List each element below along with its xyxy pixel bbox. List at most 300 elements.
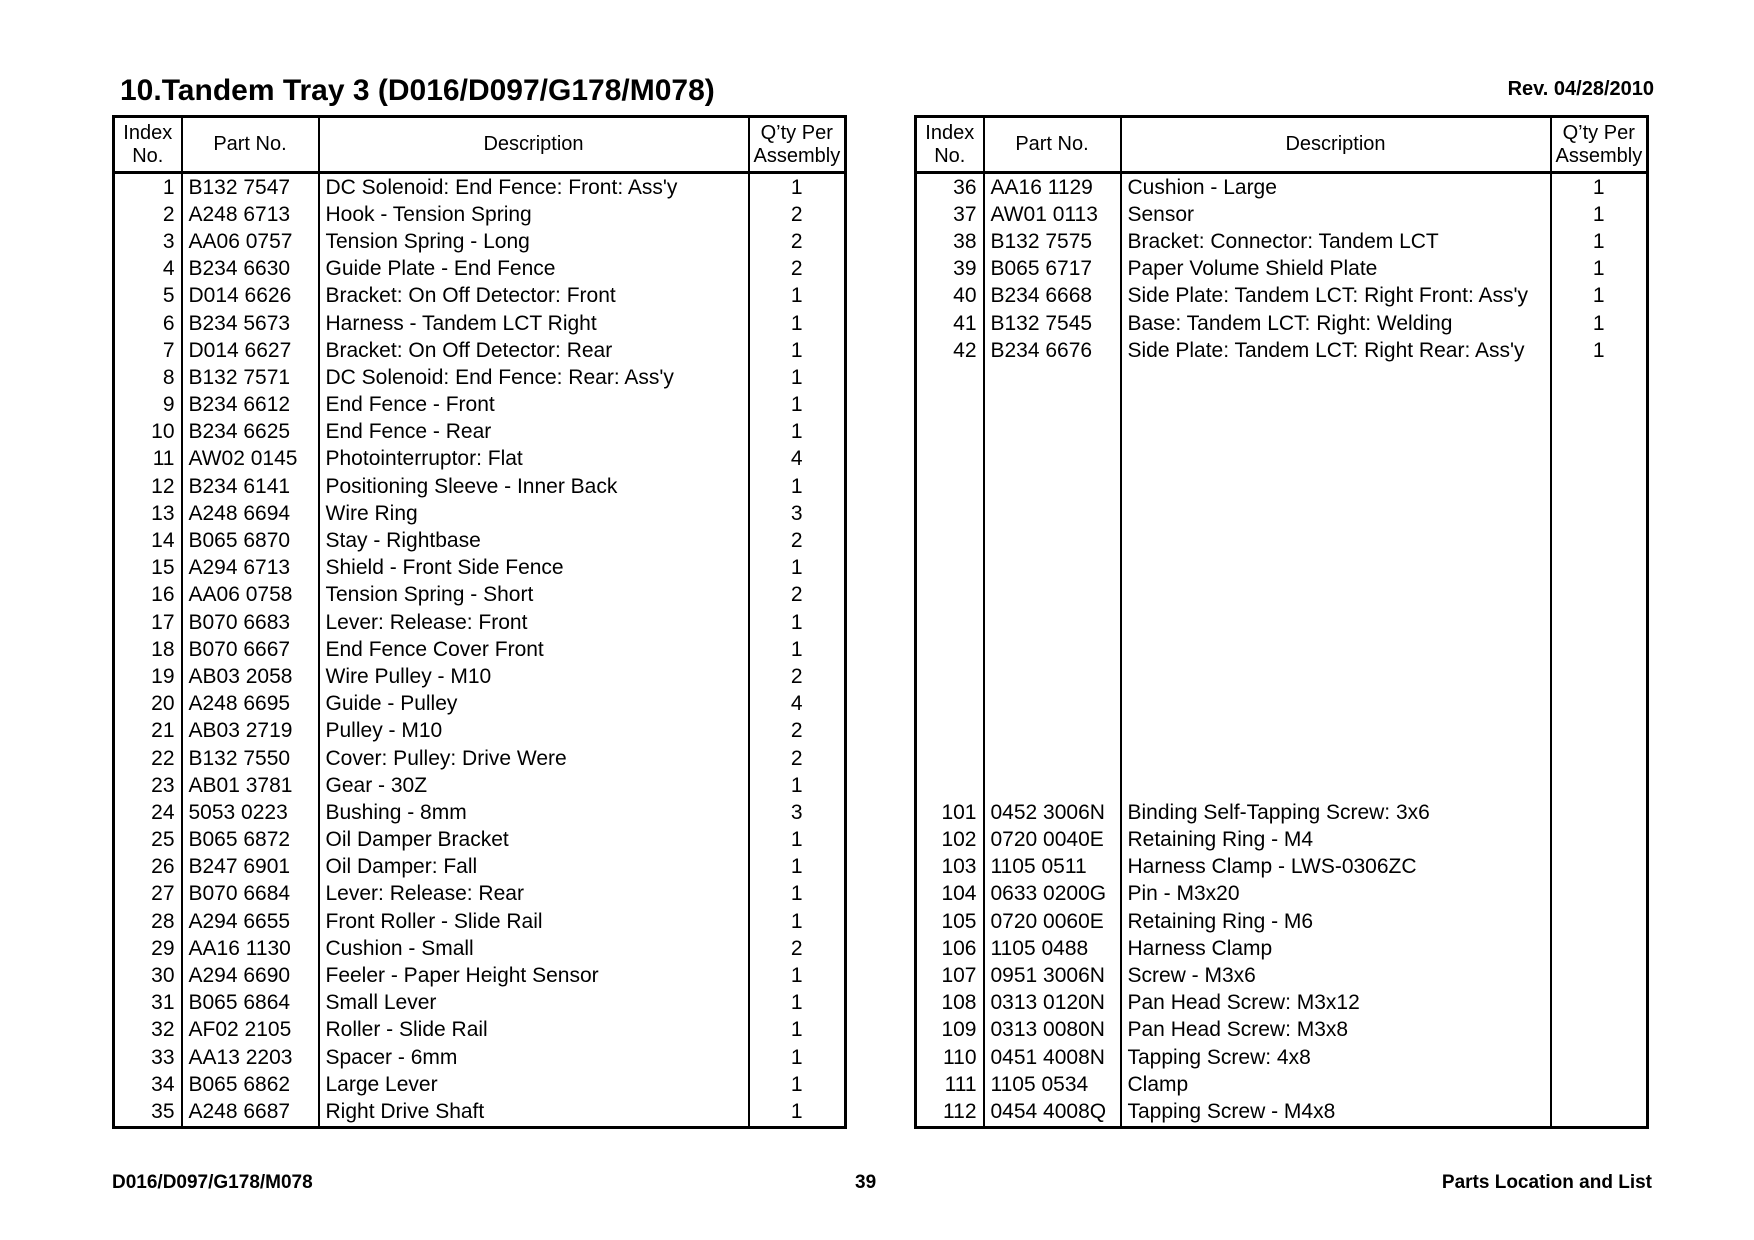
qty-cell: 1: [1551, 201, 1648, 228]
table-row: [114, 881, 846, 908]
index-cell: 17: [114, 609, 182, 636]
qty-cell: 1: [749, 473, 846, 500]
parts-table-left: [112, 115, 847, 1129]
qty-cell: 1: [749, 1017, 846, 1044]
index-cell: 18: [114, 636, 182, 663]
qty-cell: [1551, 1071, 1648, 1098]
qty-cell: [1551, 473, 1648, 500]
index-cell: 42: [916, 337, 984, 364]
qty-cell: 2: [749, 582, 846, 609]
part-no-cell: 0951 3006N: [984, 962, 1121, 989]
part-no-cell: 0452 3006N: [984, 799, 1121, 826]
description-cell: Retaining Ring - M6: [1121, 908, 1551, 935]
footer-page-number: 39: [855, 1172, 877, 1193]
description-cell: Binding Self-Tapping Screw: 3x6: [1121, 799, 1551, 826]
qty-cell: [1551, 500, 1648, 527]
table-row: [114, 908, 846, 935]
part-no-cell: B247 6901: [182, 854, 319, 881]
part-no-cell: AA06 0758: [182, 582, 319, 609]
description-cell: Gear - 30Z: [319, 772, 749, 799]
index-cell: 24: [114, 799, 182, 826]
part-no-cell: B065 6717: [984, 256, 1121, 283]
qty-cell: 2: [749, 935, 846, 962]
table-row: [114, 772, 846, 799]
table-row: [916, 827, 1648, 854]
table-row: [916, 854, 1648, 881]
description-cell: Bracket: On Off Detector: Rear: [319, 337, 749, 364]
table-row: [916, 636, 1648, 663]
qty-cell: 1: [749, 854, 846, 881]
description-cell: [1121, 636, 1551, 663]
index-cell: 39: [916, 256, 984, 283]
description-cell: Cover: Pulley: Drive Were: [319, 745, 749, 772]
table-row: [916, 364, 1648, 391]
index-cell: 36: [916, 173, 984, 202]
table-row: [114, 473, 846, 500]
index-cell: 33: [114, 1044, 182, 1071]
footer-model: D016/D097/G178/M078: [112, 1172, 313, 1193]
index-cell: 34: [114, 1071, 182, 1098]
table-header-row: [916, 117, 1648, 173]
part-no-cell: AB01 3781: [182, 772, 319, 799]
description-cell: Sensor: [1121, 201, 1551, 228]
qty-cell: 1: [749, 364, 846, 391]
table-row: [114, 663, 846, 690]
qty-cell: 2: [749, 527, 846, 554]
table-row: [114, 555, 846, 582]
index-cell: 13: [114, 500, 182, 527]
description-cell: Lever: Release: Front: [319, 609, 749, 636]
description-cell: Feeler - Paper Height Sensor: [319, 962, 749, 989]
table-row: [916, 881, 1648, 908]
qty-cell: [1551, 1017, 1648, 1044]
qty-cell: 1: [749, 337, 846, 364]
table-row: [916, 446, 1648, 473]
description-cell: [1121, 473, 1551, 500]
description-cell: Pulley - M10: [319, 718, 749, 745]
qty-cell: 1: [749, 609, 846, 636]
table-row: [114, 173, 846, 202]
index-cell: 105: [916, 908, 984, 935]
index-cell: 108: [916, 990, 984, 1017]
index-cell: 9: [114, 392, 182, 419]
index-cell: 38: [916, 228, 984, 255]
qty-cell: 2: [749, 228, 846, 255]
table-row: [114, 337, 846, 364]
table-row: [114, 745, 846, 772]
table-row: [916, 337, 1648, 364]
table-row: [916, 1044, 1648, 1071]
description-cell: DC Solenoid: End Fence: Front: Ass'y: [319, 173, 749, 202]
part-no-cell: D014 6626: [182, 283, 319, 310]
qty-cell: [1551, 908, 1648, 935]
table-row: [114, 636, 846, 663]
index-cell: 110: [916, 1044, 984, 1071]
table-row: [916, 256, 1648, 283]
index-cell: 2: [114, 201, 182, 228]
part-no-cell: 0313 0080N: [984, 1017, 1121, 1044]
description-cell: Retaining Ring - M4: [1121, 827, 1551, 854]
part-no-cell: B234 6141: [182, 473, 319, 500]
table-row: [114, 799, 846, 826]
table-row: [916, 555, 1648, 582]
table-row: [114, 609, 846, 636]
qty-cell: 1: [749, 1098, 846, 1127]
description-cell: Guide - Pulley: [319, 691, 749, 718]
qty-cell: 1: [749, 990, 846, 1017]
qty-cell: 1: [1551, 337, 1648, 364]
table-row: [916, 1071, 1648, 1098]
qty-cell: [1551, 718, 1648, 745]
qty-cell: 4: [749, 691, 846, 718]
part-no-cell: [984, 446, 1121, 473]
description-cell: Screw - M3x6: [1121, 962, 1551, 989]
description-cell: Side Plate: Tandem LCT: Right Front: Ass'y: [1121, 283, 1551, 310]
qty-cell: 2: [749, 663, 846, 690]
description-cell: Wire Pulley - M10: [319, 663, 749, 690]
description-cell: Base: Tandem LCT: Right: Welding: [1121, 310, 1551, 337]
part-no-cell: [984, 419, 1121, 446]
part-no-cell: AB03 2058: [182, 663, 319, 690]
qty-cell: [1551, 827, 1648, 854]
table-row: [916, 582, 1648, 609]
index-cell: 35: [114, 1098, 182, 1127]
index-cell: [916, 772, 984, 799]
page-title: 10.Tandem Tray 3 (D016/D097/G178/M078): [120, 74, 715, 107]
qty-cell: [1551, 1044, 1648, 1071]
qty-cell: [1551, 609, 1648, 636]
index-cell: 10: [114, 419, 182, 446]
part-no-cell: 1105 0488: [984, 935, 1121, 962]
part-no-cell: A248 6713: [182, 201, 319, 228]
index-cell: [916, 582, 984, 609]
index-cell: 11: [114, 446, 182, 473]
index-header: Index No.: [916, 117, 984, 173]
index-cell: 12: [114, 473, 182, 500]
description-cell: Spacer - 6mm: [319, 1044, 749, 1071]
table-row: [114, 364, 846, 391]
part-no-header: Part No.: [984, 117, 1121, 173]
description-cell: Pin - M3x20: [1121, 881, 1551, 908]
description-cell: [1121, 718, 1551, 745]
index-header: Index No.: [114, 117, 182, 173]
description-cell: Pan Head Screw: M3x8: [1121, 1017, 1551, 1044]
part-no-cell: [984, 527, 1121, 554]
index-cell: 16: [114, 582, 182, 609]
table-row: [114, 419, 846, 446]
index-cell: 6: [114, 310, 182, 337]
index-cell: 101: [916, 799, 984, 826]
description-cell: [1121, 446, 1551, 473]
qty-cell: [1551, 854, 1648, 881]
table-row: [114, 1071, 846, 1098]
part-no-cell: 5053 0223: [182, 799, 319, 826]
part-no-cell: [984, 582, 1121, 609]
description-cell: [1121, 364, 1551, 391]
description-cell: End Fence - Front: [319, 392, 749, 419]
table-row: [916, 718, 1648, 745]
description-cell: Pan Head Screw: M3x12: [1121, 990, 1551, 1017]
qty-cell: [1551, 527, 1648, 554]
description-cell: Large Lever: [319, 1071, 749, 1098]
qty-cell: 1: [1551, 283, 1648, 310]
table-row: [916, 473, 1648, 500]
description-cell: Oil Damper: Fall: [319, 854, 749, 881]
qty-cell: [1551, 446, 1648, 473]
part-no-cell: [984, 609, 1121, 636]
part-no-cell: AA06 0757: [182, 228, 319, 255]
table-row: [916, 990, 1648, 1017]
part-no-cell: A248 6694: [182, 500, 319, 527]
table-row: [114, 854, 846, 881]
index-cell: 15: [114, 555, 182, 582]
part-no-cell: 0720 0060E: [984, 908, 1121, 935]
index-cell: [916, 745, 984, 772]
index-cell: [916, 527, 984, 554]
table-row: [114, 935, 846, 962]
part-no-cell: AW01 0113: [984, 201, 1121, 228]
table-row: [916, 283, 1648, 310]
table-row: [114, 962, 846, 989]
table-row: [114, 392, 846, 419]
table-row: [916, 745, 1648, 772]
footer-section: Parts Location and List: [1441, 1172, 1652, 1193]
qty-cell: 2: [749, 718, 846, 745]
table-row: [916, 935, 1648, 962]
description-cell: Positioning Sleeve - Inner Back: [319, 473, 749, 500]
index-cell: 7: [114, 337, 182, 364]
part-no-cell: A248 6695: [182, 691, 319, 718]
index-cell: 30: [114, 962, 182, 989]
part-no-cell: [984, 473, 1121, 500]
table-row: [916, 201, 1648, 228]
part-no-cell: [984, 772, 1121, 799]
table-row: [114, 310, 846, 337]
index-cell: [916, 555, 984, 582]
part-no-cell: [984, 555, 1121, 582]
part-no-cell: B234 6612: [182, 392, 319, 419]
description-cell: Roller - Slide Rail: [319, 1017, 749, 1044]
table-row: [916, 310, 1648, 337]
description-cell: [1121, 772, 1551, 799]
index-cell: 3: [114, 228, 182, 255]
index-cell: 5: [114, 283, 182, 310]
description-cell: Right Drive Shaft: [319, 1098, 749, 1127]
table-row: [114, 201, 846, 228]
qty-cell: 1: [749, 772, 846, 799]
index-cell: 19: [114, 663, 182, 690]
table-row: [916, 419, 1648, 446]
qty-cell: [1551, 745, 1648, 772]
index-cell: 8: [114, 364, 182, 391]
part-no-cell: B070 6684: [182, 881, 319, 908]
description-header: Description: [319, 117, 749, 173]
qty-header: Q’ty Per Assembly: [1551, 117, 1648, 173]
table-row: [916, 1017, 1648, 1044]
index-cell: 104: [916, 881, 984, 908]
description-cell: Tapping Screw - M4x8: [1121, 1098, 1551, 1127]
index-cell: [916, 636, 984, 663]
part-no-cell: AA13 2203: [182, 1044, 319, 1071]
description-cell: [1121, 527, 1551, 554]
table-row: [916, 962, 1648, 989]
table-row: [114, 283, 846, 310]
description-cell: Cushion - Small: [319, 935, 749, 962]
part-no-cell: B132 7547: [182, 173, 319, 202]
part-no-cell: B234 5673: [182, 310, 319, 337]
qty-cell: 1: [1551, 173, 1648, 202]
description-cell: Cushion - Large: [1121, 173, 1551, 202]
description-cell: Stay - Rightbase: [319, 527, 749, 554]
table-row: [916, 500, 1648, 527]
index-cell: 14: [114, 527, 182, 554]
table-row: [916, 609, 1648, 636]
index-cell: 23: [114, 772, 182, 799]
part-no-cell: [984, 745, 1121, 772]
table-row: [916, 392, 1648, 419]
table-row: [114, 718, 846, 745]
index-cell: 40: [916, 283, 984, 310]
qty-cell: [1551, 636, 1648, 663]
qty-cell: [1551, 962, 1648, 989]
qty-cell: 3: [749, 500, 846, 527]
index-cell: 4: [114, 256, 182, 283]
qty-cell: [1551, 881, 1648, 908]
table-row: [114, 1044, 846, 1071]
index-cell: 27: [114, 881, 182, 908]
qty-cell: [1551, 582, 1648, 609]
qty-cell: [1551, 392, 1648, 419]
qty-cell: [1551, 799, 1648, 826]
parts-table-right: [914, 115, 1649, 1129]
description-cell: Bracket: On Off Detector: Front: [319, 283, 749, 310]
part-no-header: Part No.: [182, 117, 319, 173]
table-row: [916, 772, 1648, 799]
index-cell: 41: [916, 310, 984, 337]
index-cell: 107: [916, 962, 984, 989]
description-cell: Hook - Tension Spring: [319, 201, 749, 228]
index-cell: 102: [916, 827, 984, 854]
qty-cell: 1: [749, 392, 846, 419]
description-cell: End Fence Cover Front: [319, 636, 749, 663]
part-no-cell: A294 6655: [182, 908, 319, 935]
qty-cell: 1: [749, 310, 846, 337]
index-cell: 21: [114, 718, 182, 745]
description-cell: Photointerruptor: Flat: [319, 446, 749, 473]
part-no-cell: D014 6627: [182, 337, 319, 364]
qty-cell: [1551, 663, 1648, 690]
table-row: [114, 691, 846, 718]
index-cell: [916, 419, 984, 446]
index-cell: [916, 392, 984, 419]
part-no-cell: [984, 364, 1121, 391]
index-cell: 37: [916, 201, 984, 228]
description-cell: [1121, 609, 1551, 636]
description-cell: Paper Volume Shield Plate: [1121, 256, 1551, 283]
table-row: [916, 663, 1648, 690]
description-cell: Small Lever: [319, 990, 749, 1017]
description-cell: Harness Clamp - LWS-0306ZC: [1121, 854, 1551, 881]
index-cell: 103: [916, 854, 984, 881]
table-row: [114, 446, 846, 473]
part-no-cell: A294 6713: [182, 555, 319, 582]
description-cell: [1121, 419, 1551, 446]
qty-cell: 1: [749, 283, 846, 310]
qty-header: Q’ty Per Assembly: [749, 117, 846, 173]
qty-cell: [1551, 1098, 1648, 1127]
description-cell: Tension Spring - Short: [319, 582, 749, 609]
table-row: [916, 527, 1648, 554]
part-no-cell: 0313 0120N: [984, 990, 1121, 1017]
part-no-cell: B234 6625: [182, 419, 319, 446]
index-cell: [916, 446, 984, 473]
qty-cell: 1: [749, 636, 846, 663]
qty-cell: [1551, 419, 1648, 446]
part-no-cell: A294 6690: [182, 962, 319, 989]
part-no-cell: 1105 0534: [984, 1071, 1121, 1098]
index-cell: 112: [916, 1098, 984, 1127]
qty-cell: [1551, 691, 1648, 718]
part-no-cell: [984, 691, 1121, 718]
part-no-cell: B065 6862: [182, 1071, 319, 1098]
description-cell: DC Solenoid: End Fence: Rear: Ass'y: [319, 364, 749, 391]
table-row: [114, 1098, 846, 1127]
description-cell: Harness Clamp: [1121, 935, 1551, 962]
part-no-cell: 0633 0200G: [984, 881, 1121, 908]
table-row: [916, 173, 1648, 202]
part-no-cell: [984, 392, 1121, 419]
table-row: [114, 827, 846, 854]
index-cell: 106: [916, 935, 984, 962]
description-cell: End Fence - Rear: [319, 419, 749, 446]
qty-cell: [1551, 935, 1648, 962]
part-no-cell: B132 7550: [182, 745, 319, 772]
table-row: [916, 1098, 1648, 1127]
qty-cell: 1: [749, 419, 846, 446]
qty-cell: 1: [749, 1071, 846, 1098]
part-no-cell: [984, 663, 1121, 690]
description-cell: Bushing - 8mm: [319, 799, 749, 826]
description-cell: [1121, 500, 1551, 527]
table-header-row: [114, 117, 846, 173]
description-header: Description: [1121, 117, 1551, 173]
table-row: [114, 256, 846, 283]
description-cell: [1121, 555, 1551, 582]
qty-cell: 1: [749, 173, 846, 202]
description-cell: Bracket: Connector: Tandem LCT: [1121, 228, 1551, 255]
qty-cell: [1551, 990, 1648, 1017]
part-no-cell: B065 6872: [182, 827, 319, 854]
qty-cell: 2: [749, 745, 846, 772]
table-row: [114, 582, 846, 609]
index-cell: 28: [114, 908, 182, 935]
table-row: [916, 228, 1648, 255]
part-no-cell: 1105 0511: [984, 854, 1121, 881]
part-no-cell: B132 7575: [984, 228, 1121, 255]
part-no-cell: B132 7571: [182, 364, 319, 391]
qty-cell: 1: [749, 827, 846, 854]
qty-cell: 2: [749, 201, 846, 228]
part-no-cell: [984, 500, 1121, 527]
table-row: [114, 228, 846, 255]
qty-cell: 1: [749, 962, 846, 989]
part-no-cell: AF02 2105: [182, 1017, 319, 1044]
description-cell: Clamp: [1121, 1071, 1551, 1098]
part-no-cell: 0454 4008Q: [984, 1098, 1121, 1127]
index-cell: 32: [114, 1017, 182, 1044]
index-cell: [916, 691, 984, 718]
index-cell: 31: [114, 990, 182, 1017]
